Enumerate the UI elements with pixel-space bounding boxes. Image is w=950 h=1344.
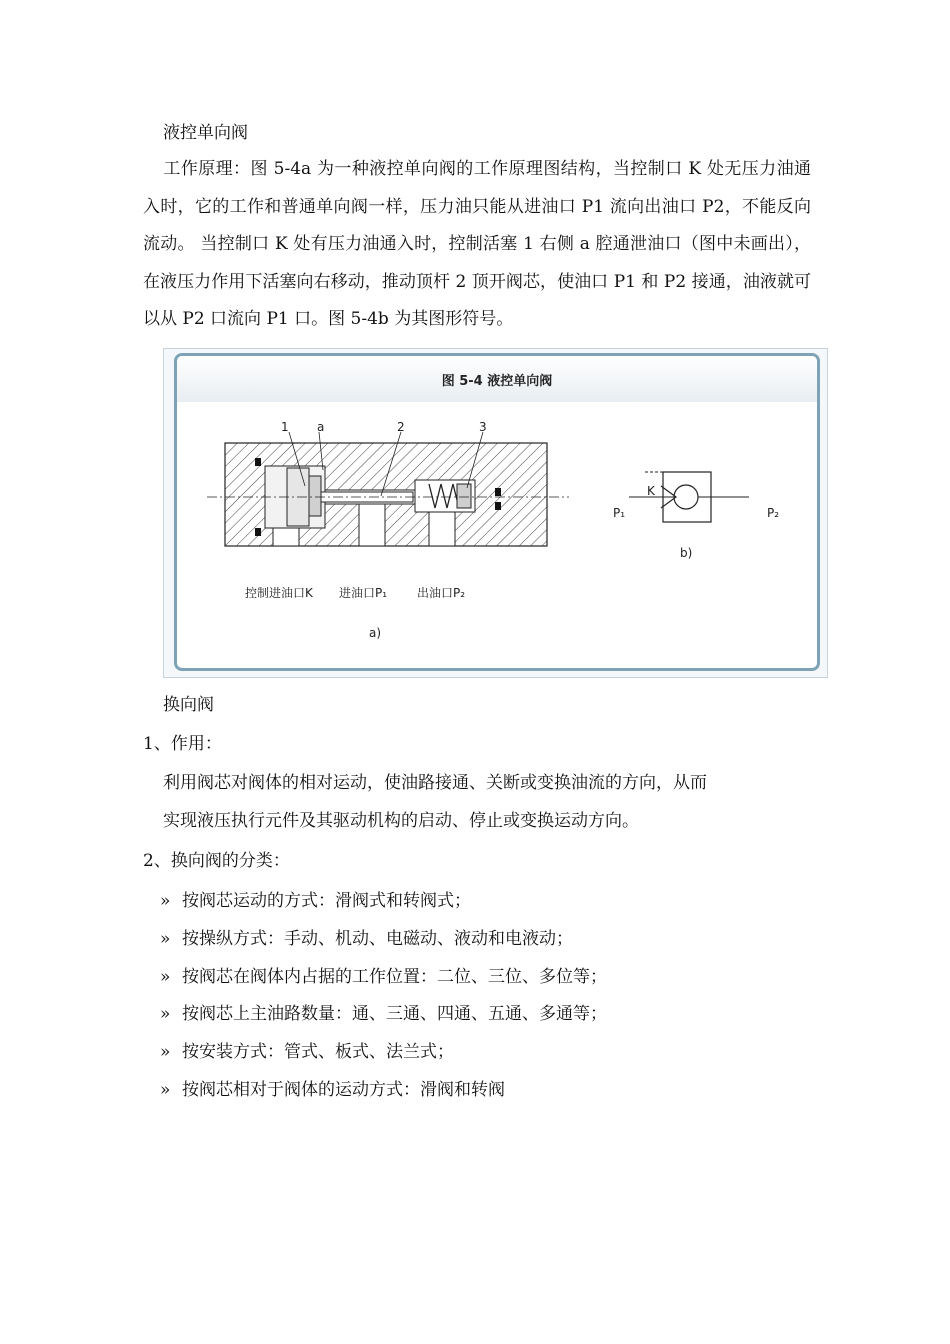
label-a: a (317, 420, 325, 434)
working-principle-paragraph (143, 151, 811, 339)
caption-b: b) (680, 546, 693, 560)
label-inlet-port: 进油口P₁ (339, 586, 388, 600)
bullet-mark: » (160, 1080, 171, 1100)
list-item (160, 1079, 505, 1101)
figure-frame (174, 353, 820, 671)
bullet-text: 按阀芯上主油路数量：通、三通、四通、五通、多通等； (182, 1004, 607, 1024)
item1-heading: 1、作用： (143, 734, 222, 754)
bullet-mark: » (160, 1004, 171, 1024)
symbol-label-k: K (647, 484, 655, 498)
symbol-label-p1: P₁ (613, 506, 626, 520)
section-heading-directional-valve: 换向阀 (163, 695, 214, 715)
list-item (160, 1003, 607, 1025)
bullet-mark: » (160, 891, 171, 911)
bullet-text: 按阀芯相对于阀体的运动方式：滑阀和转阀 (182, 1080, 505, 1100)
section-heading-hydraulic-check-valve: 液控单向阀 (163, 123, 248, 143)
valve-diagram (177, 356, 817, 668)
figure-title: 图 5-4 液控单向阀 (441, 374, 553, 389)
item1-line1: 利用阀芯对阀体的相对运动，使油路接通、关断或变换油流的方向，从而 (163, 773, 707, 793)
caption-a: a) (369, 626, 382, 640)
symbol-label-p2: P₂ (767, 506, 780, 520)
label-outlet-port: 出油口P₂ (417, 586, 466, 600)
bullet-text: 按阀芯运动的方式：滑阀式和转阀式； (182, 891, 471, 911)
list-item (160, 966, 607, 988)
bullet-mark: » (160, 967, 171, 987)
label-3: 3 (479, 420, 487, 434)
bullet-text: 按阀芯在阀体内占据的工作位置：二位、三位、多位等； (182, 967, 607, 987)
label-control-port: 控制进油口K (245, 586, 313, 600)
item2-heading: 2、换向阀的分类： (143, 851, 290, 871)
bullet-mark: » (160, 929, 171, 949)
bullet-mark: » (160, 1042, 171, 1062)
label-2: 2 (397, 420, 405, 434)
list-item (160, 890, 471, 912)
list-item (160, 1041, 454, 1063)
list-item (160, 928, 573, 950)
bullet-text: 按安装方式：管式、板式、法兰式； (182, 1042, 454, 1062)
bullet-text: 按操纵方式：手动、机动、电磁动、液动和电液动； (182, 929, 573, 949)
item1-line2: 实现液压执行元件及其驱动机构的启动、停止或变换运动方向。 (163, 811, 639, 831)
figure-5-4 (163, 348, 828, 678)
valve-body-section (207, 432, 569, 546)
working-principle-text: 工作原理：图 5-4a 为一种液控单向阀的工作原理图结构，当控制口 K 处无压力油通入时，它的工作和普通单向阀一样，压力油只能从进油口 P1 流向出油口 P2，不能反向流动。 当控制口 K 处有压力油通入时，控制活塞 1 右侧 a 腔通泄油口（图中未画出），在液压力作用下活塞向右移动，推动顶杆 2 顶开阀芯，使油口 P1 和 P2 接通，油液就可以从 P2 口流向 P1 口。图 5-4b 为其图形符号。 (143, 159, 811, 329)
label-1: 1 (281, 420, 289, 434)
